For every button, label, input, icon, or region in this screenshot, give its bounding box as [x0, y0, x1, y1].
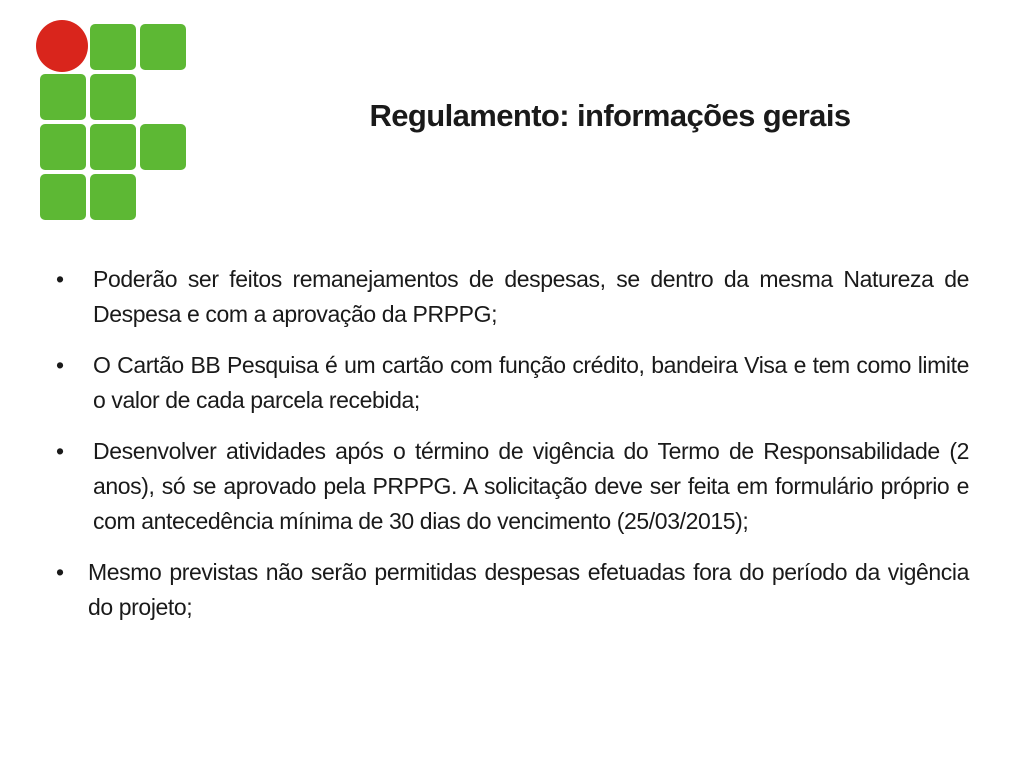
bullet-list — [52, 262, 969, 641]
logo-green-square — [40, 174, 86, 220]
logo-green-square — [140, 124, 186, 170]
bullet-item — [52, 348, 969, 418]
logo-green-square — [90, 174, 136, 220]
logo-red-circle — [36, 20, 88, 72]
bullet-marker: • — [56, 352, 64, 378]
slide-title: Regulamento: informações gerais — [369, 98, 851, 133]
bullet-item — [52, 434, 969, 539]
logo-green-square — [140, 24, 186, 70]
logo-green-square — [90, 24, 136, 70]
bullet-item — [52, 555, 969, 625]
logo-green-square — [40, 124, 86, 170]
institution-logo — [36, 20, 188, 220]
bullet-item — [52, 262, 969, 332]
bullet-marker: • — [56, 266, 64, 292]
bullet-text: O Cartão BB Pesquisa é um cartão com função crédito, bandeira Visa e tem como limite o valor de cada parcela recebida; — [93, 352, 969, 413]
bullet-marker: • — [56, 559, 64, 585]
bullet-marker: • — [56, 438, 64, 464]
bullet-text: Desenvolver atividades após o término de vigência do Termo de Responsabilidade (2 anos), só se aprovado pela PRPPG. A solicitação deve ser feita em formulário próprio e com antecedência mínima de 30 dias do vencimento (25/03/2015); — [93, 438, 969, 534]
bullet-text: Poderão ser feitos remanejamentos de despesas, se dentro da mesma Natureza de Despesa e com a aprovação da PRPPG; — [93, 266, 969, 327]
logo-green-square — [90, 74, 136, 120]
logo-green-square — [90, 124, 136, 170]
bullet-text: Mesmo previstas não serão permitidas despesas efetuadas fora do período da vigência do projeto; — [88, 559, 969, 620]
logo-green-square — [40, 74, 86, 120]
